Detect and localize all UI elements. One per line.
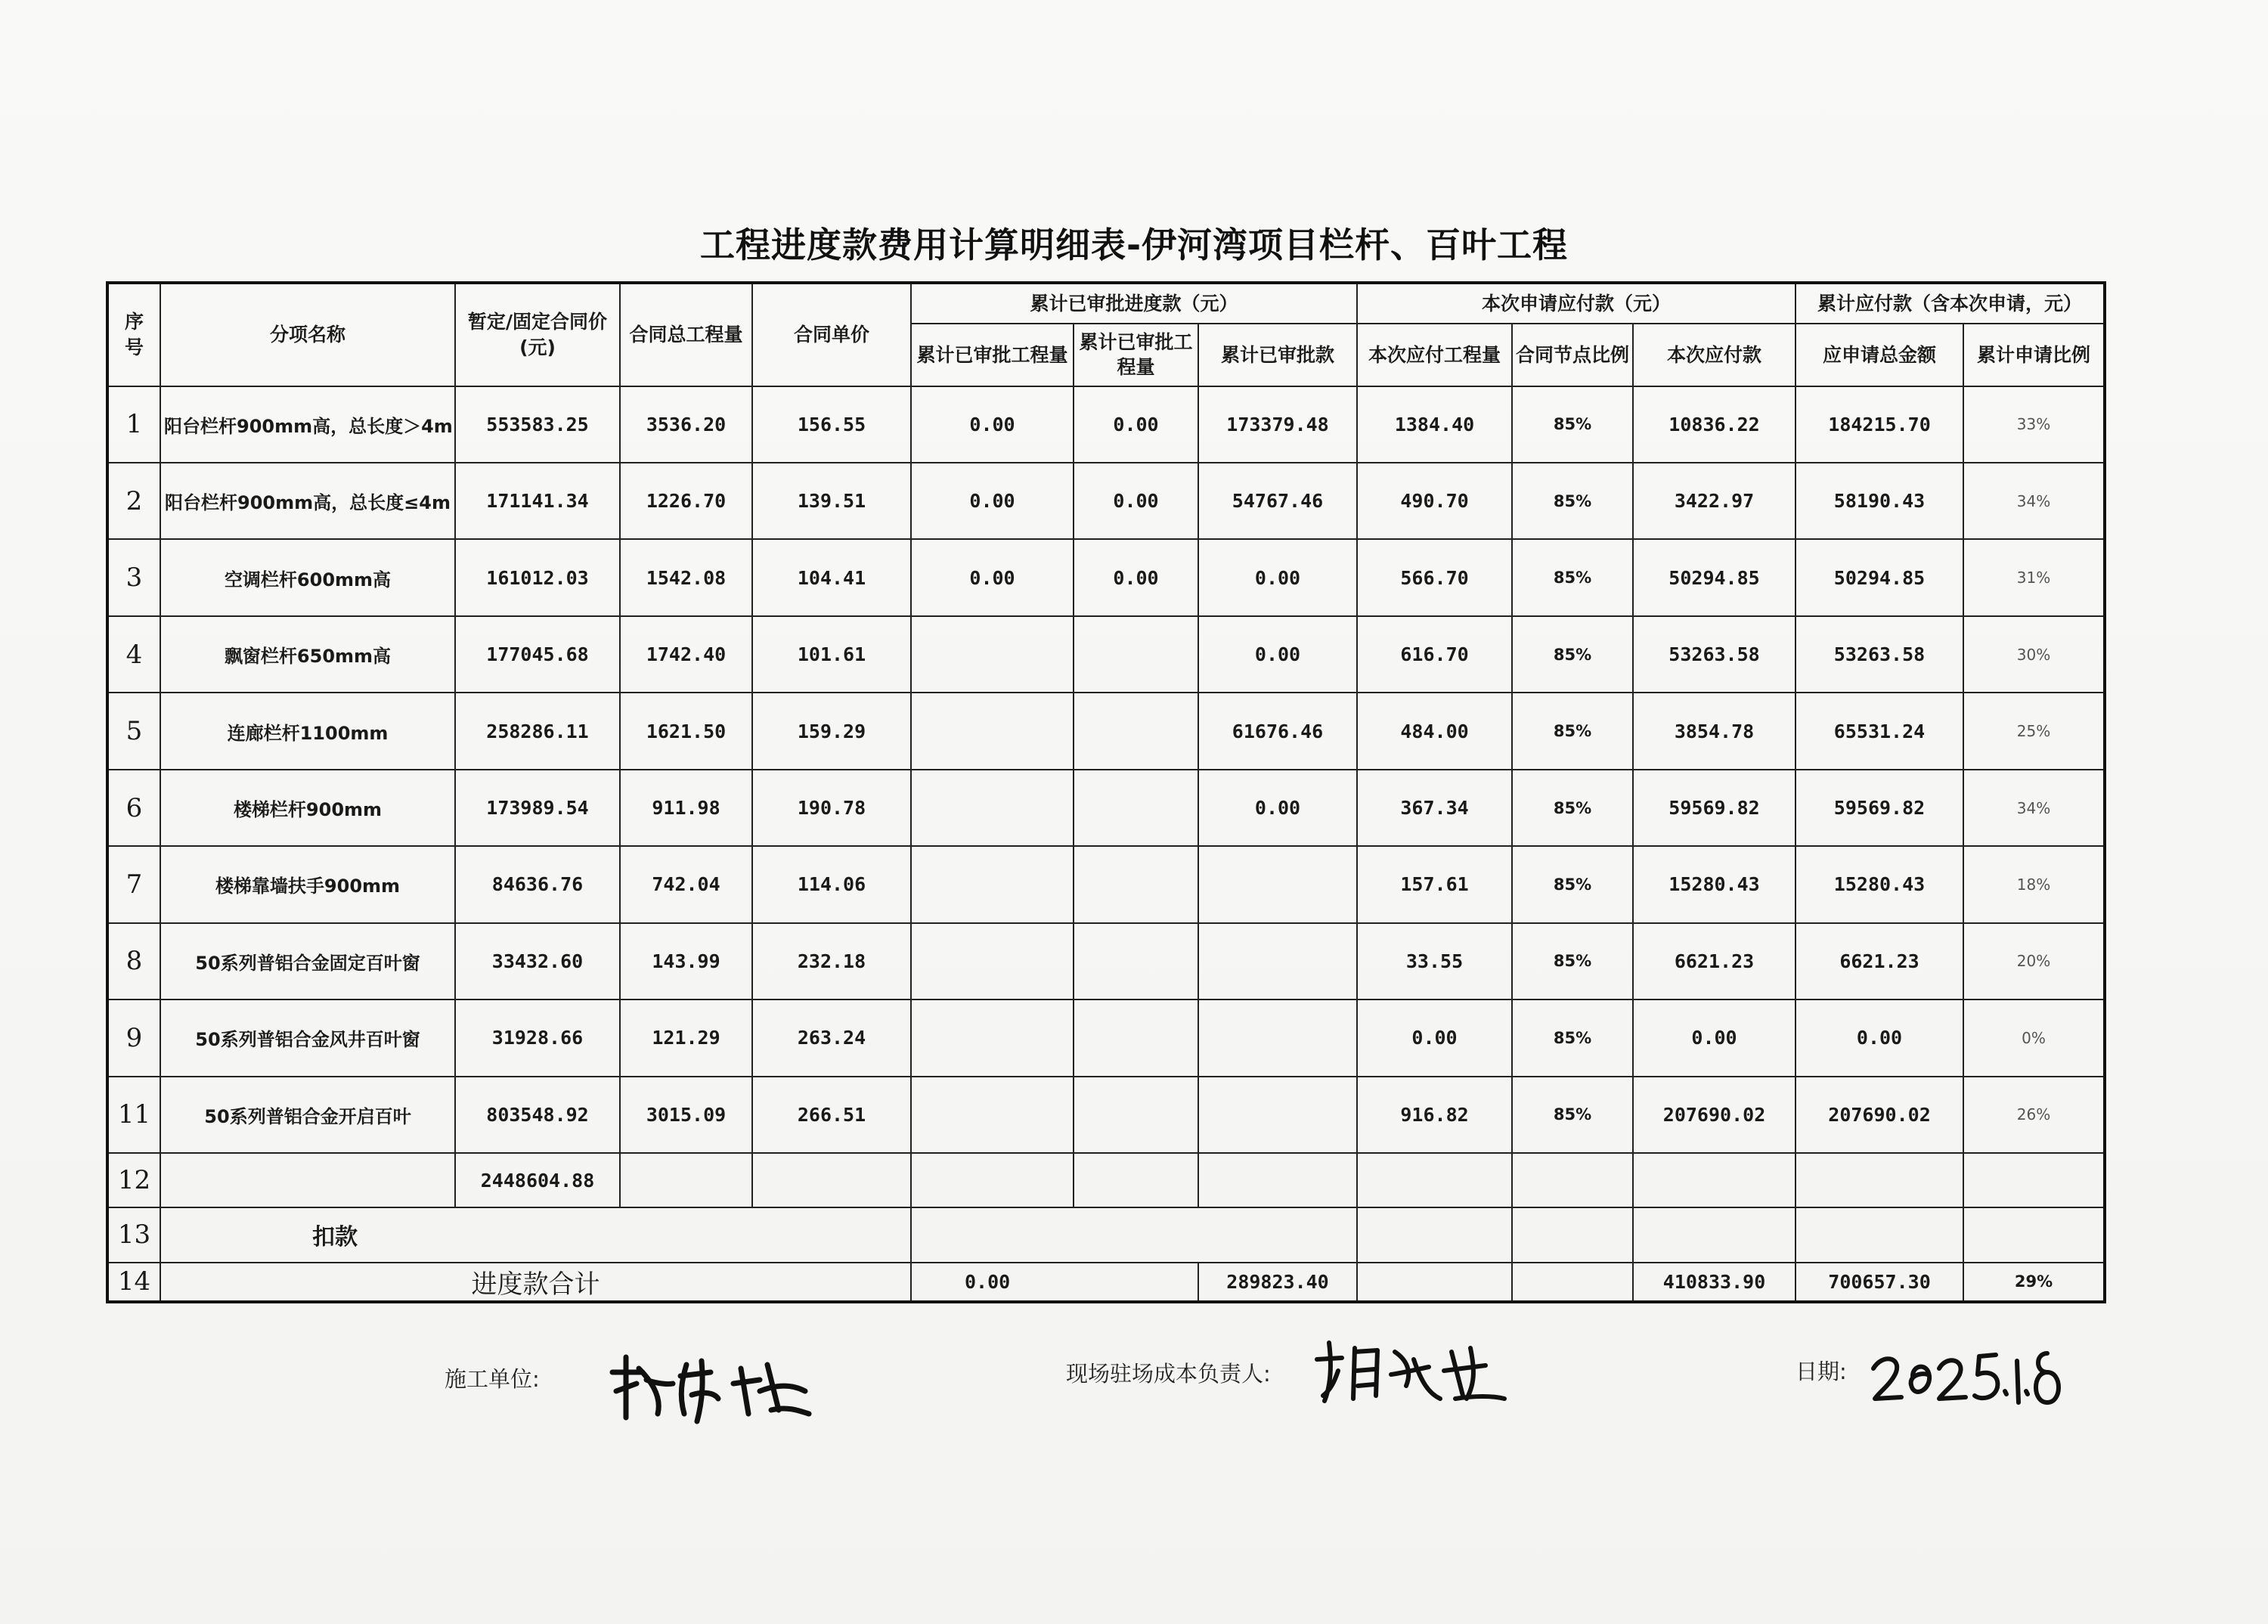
header-contract-price: 暂定/固定合同价(元) — [455, 283, 620, 386]
approved-qty-2 — [1074, 693, 1198, 769]
current-pay: 6621.23 — [1633, 923, 1796, 1000]
approved-qty-2: 0.00 — [1074, 463, 1198, 539]
table-row — [107, 463, 2105, 539]
unit-price: 101.61 — [752, 616, 911, 693]
contract-price: 173989.54 — [455, 770, 620, 846]
item-name: 阳台栏杆900mm高，总长度＞4m — [160, 386, 455, 463]
approved-qty-1 — [911, 1000, 1074, 1076]
header-seq: 序号 — [107, 283, 160, 386]
current-qty: 490.70 — [1357, 463, 1512, 539]
applied-ratio: 34% — [1963, 463, 2105, 539]
approved-qty-1 — [911, 1077, 1074, 1153]
contract-price: 803548.92 — [455, 1077, 620, 1153]
total-applied-ratio: 29% — [1963, 1263, 2105, 1302]
header-applied-ratio: 累计申请比例 — [1963, 324, 2105, 386]
contract-price: 177045.68 — [455, 616, 620, 693]
approved-qty-1 — [911, 770, 1074, 846]
header-item-name: 分项名称 — [160, 283, 455, 386]
node-ratio: 85% — [1512, 539, 1633, 615]
approved-qty-1: 0.00 — [911, 463, 1074, 539]
header-approved-amount: 累计已审批款 — [1198, 324, 1357, 386]
row-number: 7 — [107, 846, 160, 922]
total-approved-amount: 289823.40 — [1198, 1263, 1357, 1302]
total-qty: 911.98 — [620, 770, 752, 846]
unit-price: 156.55 — [752, 386, 911, 463]
table-row — [107, 770, 2105, 846]
current-pay: 3422.97 — [1633, 463, 1796, 539]
row-number: 13 — [107, 1207, 160, 1262]
item-name: 阳台栏杆900mm高，总长度≤4m — [160, 463, 455, 539]
unit-price: 114.06 — [752, 846, 911, 922]
date-label: 日期: — [1796, 1359, 1847, 1384]
approved-amount — [1198, 846, 1357, 922]
current-qty: 33.55 — [1357, 923, 1512, 1000]
row-number: 2 — [107, 463, 160, 539]
subtotal-row — [107, 1153, 2105, 1207]
current-qty: 616.70 — [1357, 616, 1512, 693]
header-approved-qty-1: 累计已审批工程量 — [911, 324, 1074, 386]
approved-qty-1: 0.00 — [911, 386, 1074, 463]
total-qty: 1542.08 — [620, 539, 752, 615]
approved-qty-1 — [911, 693, 1074, 769]
contract-price: 258286.11 — [455, 693, 620, 769]
total-applied: 58190.43 — [1796, 463, 1963, 539]
contract-price: 84636.76 — [455, 846, 620, 922]
document-title: 工程进度款费用计算明细表-伊河湾项目栏杆、百叶工程 — [699, 225, 1569, 265]
item-name: 飘窗栏杆650mm高 — [160, 616, 455, 693]
approved-qty-2 — [1074, 1000, 1198, 1076]
node-ratio: 85% — [1512, 616, 1633, 693]
current-pay: 53263.58 — [1633, 616, 1796, 693]
item-name: 50系列普铝合金固定百叶窗 — [160, 923, 455, 1000]
contractor-signature — [597, 1338, 824, 1436]
total-qty: 1621.50 — [620, 693, 752, 769]
approved-amount: 173379.48 — [1198, 386, 1357, 463]
total-applied: 65531.24 — [1796, 693, 1963, 769]
table-row — [107, 1000, 2105, 1076]
total-applied-sum: 700657.30 — [1796, 1263, 1963, 1302]
total-applied: 50294.85 — [1796, 539, 1963, 615]
header-group-approved: 累计已审批进度款（元） — [911, 283, 1357, 324]
approved-amount: 0.00 — [1198, 616, 1357, 693]
deduction-row — [107, 1207, 2105, 1262]
total-applied: 53263.58 — [1796, 616, 1963, 693]
total-applied: 15280.43 — [1796, 846, 1963, 922]
item-name: 连廊栏杆1100mm — [160, 693, 455, 769]
applied-ratio: 30% — [1963, 616, 2105, 693]
table-row — [107, 386, 2105, 463]
node-ratio: 85% — [1512, 1000, 1633, 1076]
current-qty: 367.34 — [1357, 770, 1512, 846]
approved-amount: 0.00 — [1198, 770, 1357, 846]
total-qty: 143.99 — [620, 923, 752, 1000]
total-qty: 742.04 — [620, 846, 752, 922]
unit-price: 139.51 — [752, 463, 911, 539]
payment-detail-table — [106, 281, 2106, 1303]
contractor-label: 施工单位: — [445, 1366, 540, 1392]
current-qty: 157.61 — [1357, 846, 1512, 922]
header-total-applied: 应申请总金额 — [1796, 324, 1963, 386]
approved-qty-2 — [1074, 1077, 1198, 1153]
total-current-pay: 410833.90 — [1633, 1263, 1796, 1302]
row-number: 1 — [107, 386, 160, 463]
approved-amount: 54767.46 — [1198, 463, 1357, 539]
unit-price: 190.78 — [752, 770, 911, 846]
header-unit-price: 合同单价 — [752, 283, 911, 386]
applied-ratio: 20% — [1963, 923, 2105, 1000]
row-number: 9 — [107, 1000, 160, 1076]
unit-price: 159.29 — [752, 693, 911, 769]
item-name: 楼梯栏杆900mm — [160, 770, 455, 846]
row-number: 6 — [107, 770, 160, 846]
contract-price: 33432.60 — [455, 923, 620, 1000]
header-current-pay: 本次应付款 — [1633, 324, 1796, 386]
item-name-empty — [160, 1153, 455, 1207]
applied-ratio: 18% — [1963, 846, 2105, 922]
current-pay: 0.00 — [1633, 1000, 1796, 1076]
approved-qty-2 — [1074, 770, 1198, 846]
unit-price: 263.24 — [752, 1000, 911, 1076]
applied-ratio: 0% — [1963, 1000, 2105, 1076]
current-qty: 0.00 — [1357, 1000, 1512, 1076]
row-number: 12 — [107, 1153, 160, 1207]
current-qty: 1384.40 — [1357, 386, 1512, 463]
current-pay: 207690.02 — [1633, 1077, 1796, 1153]
row-number: 5 — [107, 693, 160, 769]
total-applied: 59569.82 — [1796, 770, 1963, 846]
date-handwritten — [1867, 1338, 2064, 1414]
approved-amount: 61676.46 — [1198, 693, 1357, 769]
node-ratio: 85% — [1512, 693, 1633, 769]
total-qty: 1226.70 — [620, 463, 752, 539]
node-ratio: 85% — [1512, 846, 1633, 922]
total-row — [107, 1263, 2105, 1302]
approved-qty-2: 0.00 — [1074, 539, 1198, 615]
total-qty: 3015.09 — [620, 1077, 752, 1153]
contract-price: 31928.66 — [455, 1000, 620, 1076]
deduction-label: 扣款 — [160, 1207, 911, 1262]
header-total-qty: 合同总工程量 — [620, 283, 752, 386]
total-applied: 0.00 — [1796, 1000, 1963, 1076]
node-ratio: 85% — [1512, 923, 1633, 1000]
current-qty: 916.82 — [1357, 1077, 1512, 1153]
current-qty: 566.70 — [1357, 539, 1512, 615]
table-row — [107, 923, 2105, 1000]
row-number: 14 — [107, 1263, 160, 1302]
contract-price: 161012.03 — [455, 539, 620, 615]
item-name: 空调栏杆600mm高 — [160, 539, 455, 615]
approved-amount — [1198, 1077, 1357, 1153]
item-name: 楼梯靠墙扶手900mm — [160, 846, 455, 922]
applied-ratio: 31% — [1963, 539, 2105, 615]
header-approved-qty-2: 累计已审批工程量 — [1074, 324, 1198, 386]
approved-amount: 0.00 — [1198, 539, 1357, 615]
total-applied: 6621.23 — [1796, 923, 1963, 1000]
current-pay: 15280.43 — [1633, 846, 1796, 922]
current-pay: 59569.82 — [1633, 770, 1796, 846]
node-ratio: 85% — [1512, 463, 1633, 539]
item-name: 50系列普铝合金开启百叶 — [160, 1077, 455, 1153]
approved-qty-1 — [911, 923, 1074, 1000]
node-ratio: 85% — [1512, 386, 1633, 463]
table-row — [107, 1077, 2105, 1153]
applied-ratio: 26% — [1963, 1077, 2105, 1153]
unit-price: 104.41 — [752, 539, 911, 615]
current-pay: 50294.85 — [1633, 539, 1796, 615]
total-qty: 1742.40 — [620, 616, 752, 693]
node-ratio: 85% — [1512, 1077, 1633, 1153]
header-group-current: 本次申请应付款（元） — [1357, 283, 1796, 324]
total-applied: 207690.02 — [1796, 1077, 1963, 1153]
header-current-qty: 本次应付工程量 — [1357, 324, 1512, 386]
approved-qty-2 — [1074, 846, 1198, 922]
current-pay: 3854.78 — [1633, 693, 1796, 769]
approved-qty-2 — [1074, 923, 1198, 1000]
contract-price-total: 2448604.88 — [455, 1153, 620, 1207]
approved-qty-1 — [911, 616, 1074, 693]
row-number: 3 — [107, 539, 160, 615]
unit-price: 266.51 — [752, 1077, 911, 1153]
cost-manager-signature — [1308, 1329, 1512, 1412]
applied-ratio: 25% — [1963, 693, 2105, 769]
contract-price: 553583.25 — [455, 386, 620, 463]
total-approved-qty: 0.00 — [911, 1263, 1198, 1302]
current-pay: 10836.22 — [1633, 386, 1796, 463]
approved-amount — [1198, 1000, 1357, 1076]
header-node-ratio: 合同节点比例 — [1512, 324, 1633, 386]
table-row — [107, 693, 2105, 769]
row-number: 4 — [107, 616, 160, 693]
table-row — [107, 539, 2105, 615]
contract-price: 171141.34 — [455, 463, 620, 539]
node-ratio: 85% — [1512, 770, 1633, 846]
item-name: 50系列普铝合金风井百叶窗 — [160, 1000, 455, 1076]
approved-qty-1: 0.00 — [911, 539, 1074, 615]
header-group-cumulative: 累计应付款（含本次申请，元） — [1796, 283, 2105, 324]
applied-ratio: 34% — [1963, 770, 2105, 846]
cost-manager-label: 现场驻场成本负责人: — [1066, 1361, 1271, 1387]
progress-total-label: 进度款合计 — [160, 1263, 911, 1302]
header-row-1 — [107, 283, 2105, 324]
table-row — [107, 846, 2105, 922]
current-qty: 484.00 — [1357, 693, 1512, 769]
unit-price: 232.18 — [752, 923, 911, 1000]
applied-ratio: 33% — [1963, 386, 2105, 463]
total-applied: 184215.70 — [1796, 386, 1963, 463]
table-row — [107, 616, 2105, 693]
row-number: 8 — [107, 923, 160, 1000]
row-number: 11 — [107, 1077, 160, 1153]
approved-amount — [1198, 923, 1357, 1000]
total-qty: 3536.20 — [620, 386, 752, 463]
approved-qty-2: 0.00 — [1074, 386, 1198, 463]
total-qty: 121.29 — [620, 1000, 752, 1076]
approved-qty-2 — [1074, 616, 1198, 693]
approved-qty-1 — [911, 846, 1074, 922]
